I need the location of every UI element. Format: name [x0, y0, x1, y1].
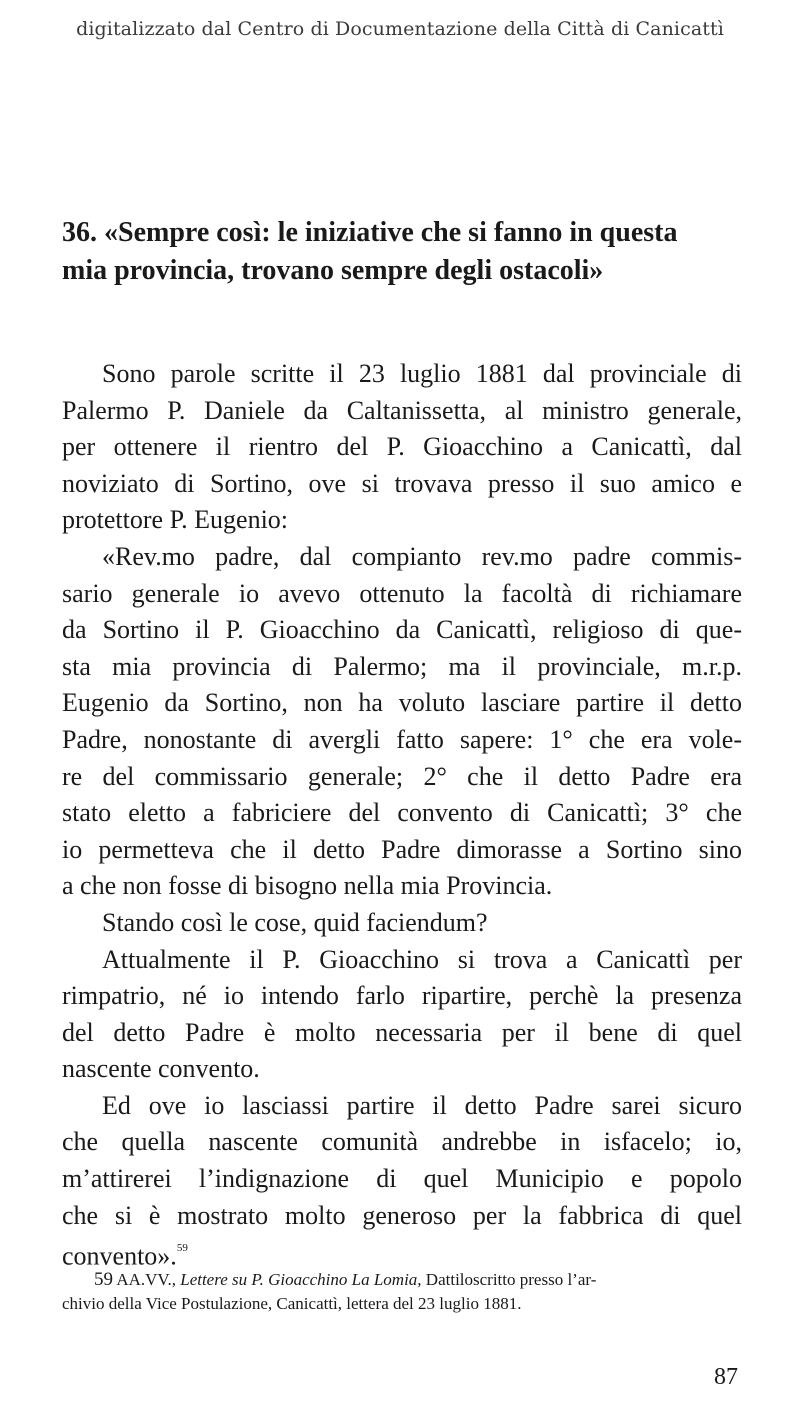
text-line: Attualmente il P. Gioacchino si trova a Canicattì per — [102, 944, 742, 974]
footnote — [62, 1268, 742, 1316]
paragraph — [62, 539, 742, 905]
footnote-title: Lettere su P. Gioacchino La Lomia, — [180, 1270, 422, 1289]
paragraph — [62, 356, 742, 539]
text-line-content: convento». — [62, 1241, 177, 1271]
text-line: nascente convento. — [62, 1054, 260, 1084]
text-line: rimpatrio, né io intendo farlo ripartire, perchè la presenza — [62, 981, 742, 1011]
footnote-reference: 59 — [176, 1242, 188, 1255]
footnote-line: chivio della Vice Postulazione, Canicattì, lettera del 23 luglio 1881. — [62, 1294, 522, 1313]
heading-line: 36. «Sempre così: le iniziative che si fanno in questa — [62, 217, 678, 248]
text-line: Ed ove io lasciassi partire il detto Padre sarei sicuro — [102, 1090, 742, 1120]
chapter-heading — [62, 214, 742, 290]
text-line: che quella nascente comunità andrebbe in isfacelo; io, — [62, 1127, 742, 1157]
text-line: a che non fosse di bisogno nella mia Provincia. — [62, 871, 553, 901]
text-line: io permetteva che il detto Padre dimorasse a Sortino sino — [62, 834, 742, 864]
text-line: da Sortino il P. Gioacchino da Canicattì, religioso di que- — [62, 615, 742, 645]
page-number: 87 — [714, 1364, 738, 1390]
digitization-watermark: digitalizzato dal Centro di Documentazione della Città di Canicattì — [76, 18, 724, 40]
footnote-text: Dattiloscritto presso l’ar- — [425, 1270, 597, 1289]
text-line: stato eletto a fabriciere del convento di Canicattì; 3° che — [62, 798, 742, 828]
text-line: sario generale io avevo ottenuto la facoltà di richiamare — [62, 578, 742, 608]
text-line: che si è mostrato molto generoso per la fabbrica di quel — [62, 1200, 742, 1230]
text-line: Padre, nonostante di avergli fatto sapere: 1° che era vole- — [62, 724, 742, 754]
text-line: Palermo P. Daniele da Caltanissetta, al ministro generale, — [62, 395, 742, 425]
footnote-authors: AA.VV., — [116, 1270, 176, 1289]
text-line: Eugenio da Sortino, non ha voluto lasciare partire il detto — [62, 688, 742, 718]
paragraph — [62, 905, 742, 942]
text-line: Stando così le cose, quid faciendum? — [102, 907, 488, 937]
text-line: re del commissario generale; 2° che il detto Padre era — [62, 761, 742, 791]
text-line: del detto Padre è molto necessaria per il bene di quel — [62, 1017, 742, 1047]
body-text — [62, 356, 742, 1276]
text-line: sta mia provincia di Palermo; ma il provinciale, m.r.p. — [62, 651, 742, 681]
text-line: per ottenere il rientro del P. Gioacchino a Canicattì, dal — [62, 432, 742, 462]
footnote-number: 59 — [94, 1269, 113, 1290]
footnote-line — [62, 1268, 742, 1292]
text-line: noviziato di Sortino, ove si trovava presso il suo amico e — [62, 468, 742, 498]
paragraph — [62, 942, 742, 1088]
text-line: m’attirerei l’indignazione di quel Municipio e popolo — [62, 1164, 742, 1194]
heading-line: mia provincia, trovano sempre degli ostacoli» — [62, 255, 604, 286]
text-line: «Rev.mo padre, dal compianto rev.mo padre commis- — [102, 541, 742, 571]
text-line: Sono parole scritte il 23 luglio 1881 dal provinciale di — [102, 359, 742, 388]
text-line: protettore P. Eugenio: — [62, 505, 289, 535]
paragraph — [62, 1088, 742, 1276]
